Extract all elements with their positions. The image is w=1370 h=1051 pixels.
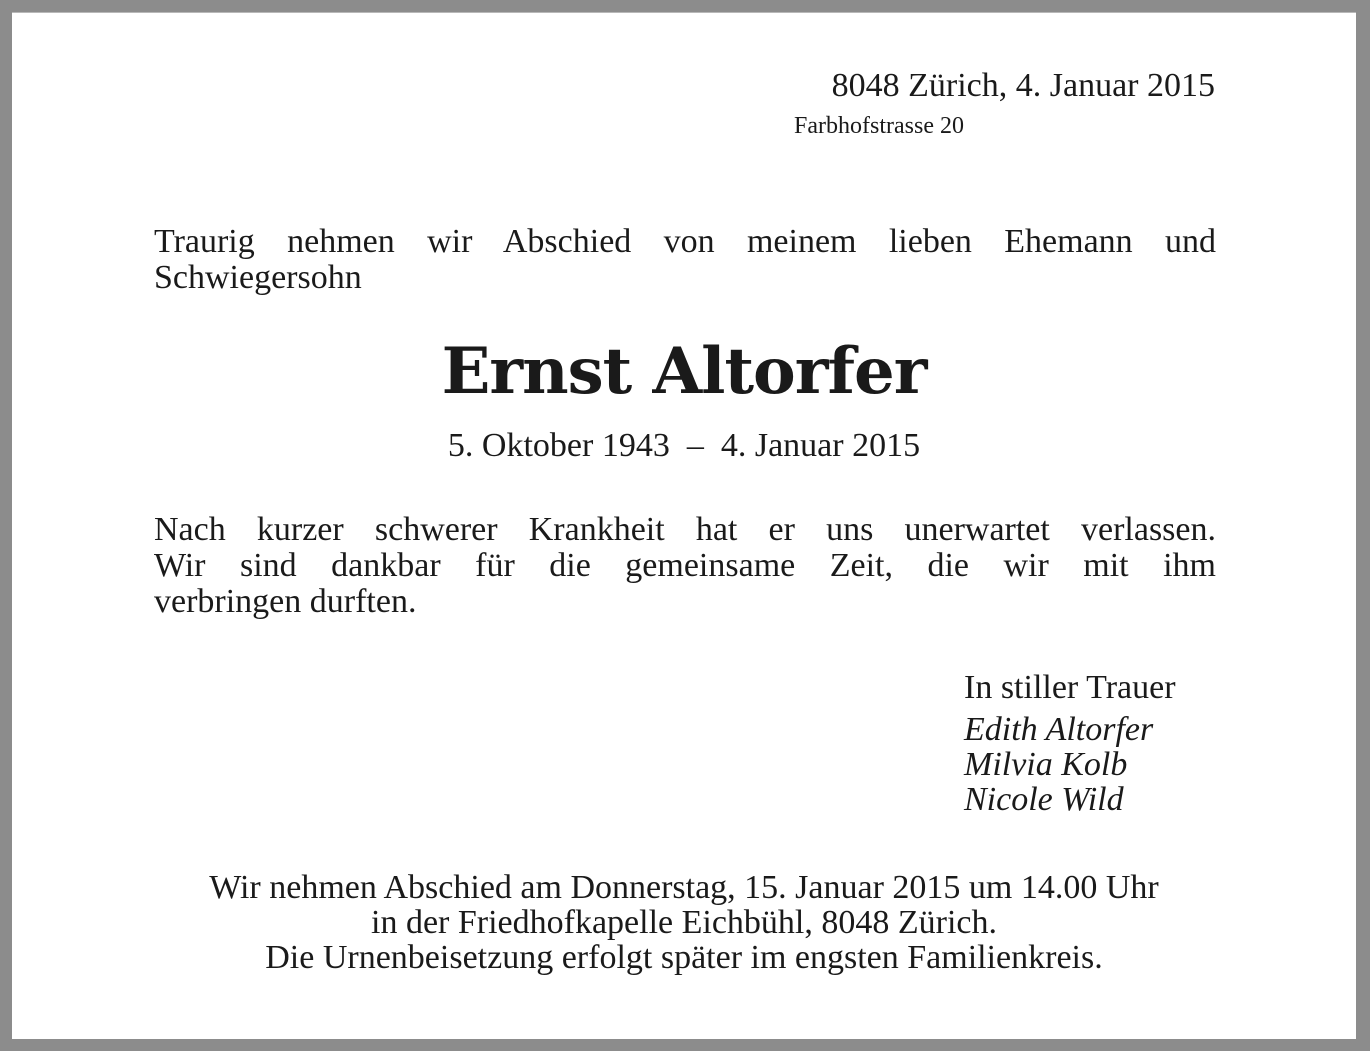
life-dates: 5. Oktober 1943 – 4. Januar 2015	[447, 427, 921, 464]
mourning-label: In stiller Trauer	[964, 669, 1176, 706]
deceased-name: Ernst Altorfer	[441, 334, 927, 409]
ceremony-info	[12, 870, 1356, 975]
message-line: Wir sind dankbar für die gemeinsame Zeit, die wir mit ihm	[154, 547, 1216, 584]
street-address: Farbhofstrasse 20	[794, 113, 964, 139]
message-line: verbringen durften.	[154, 583, 417, 620]
ceremony-line: in der Friedhofkapelle Eichbühl, 8048 Zürich.	[371, 904, 997, 941]
intro-text	[154, 224, 1216, 296]
intro-line: Traurig nehmen wir Abschied von meinem lieben Ehemann und	[154, 223, 1216, 260]
message-text	[154, 512, 1216, 620]
signer-name: Nicole Wild	[964, 781, 1124, 818]
signers-list	[964, 712, 1153, 817]
ceremony-line: Wir nehmen Abschied am Donnerstag, 15. Januar 2015 um 14.00 Uhr	[209, 869, 1159, 906]
top-divider	[12, 12, 1356, 13]
obituary-notice	[12, 12, 1356, 1039]
ceremony-line: Die Urnenbeisetzung erfolgt später im engsten Familienkreis.	[265, 939, 1103, 976]
place-and-date: 8048 Zürich, 4. Januar 2015	[831, 67, 1215, 104]
signer-name: Edith Altorfer	[964, 711, 1154, 748]
message-line: Nach kurzer schwerer Krankheit hat er uns unerwartet verlassen.	[154, 511, 1216, 548]
signer-name: Milvia Kolb	[964, 746, 1128, 783]
intro-line: Schwiegersohn	[154, 259, 362, 296]
